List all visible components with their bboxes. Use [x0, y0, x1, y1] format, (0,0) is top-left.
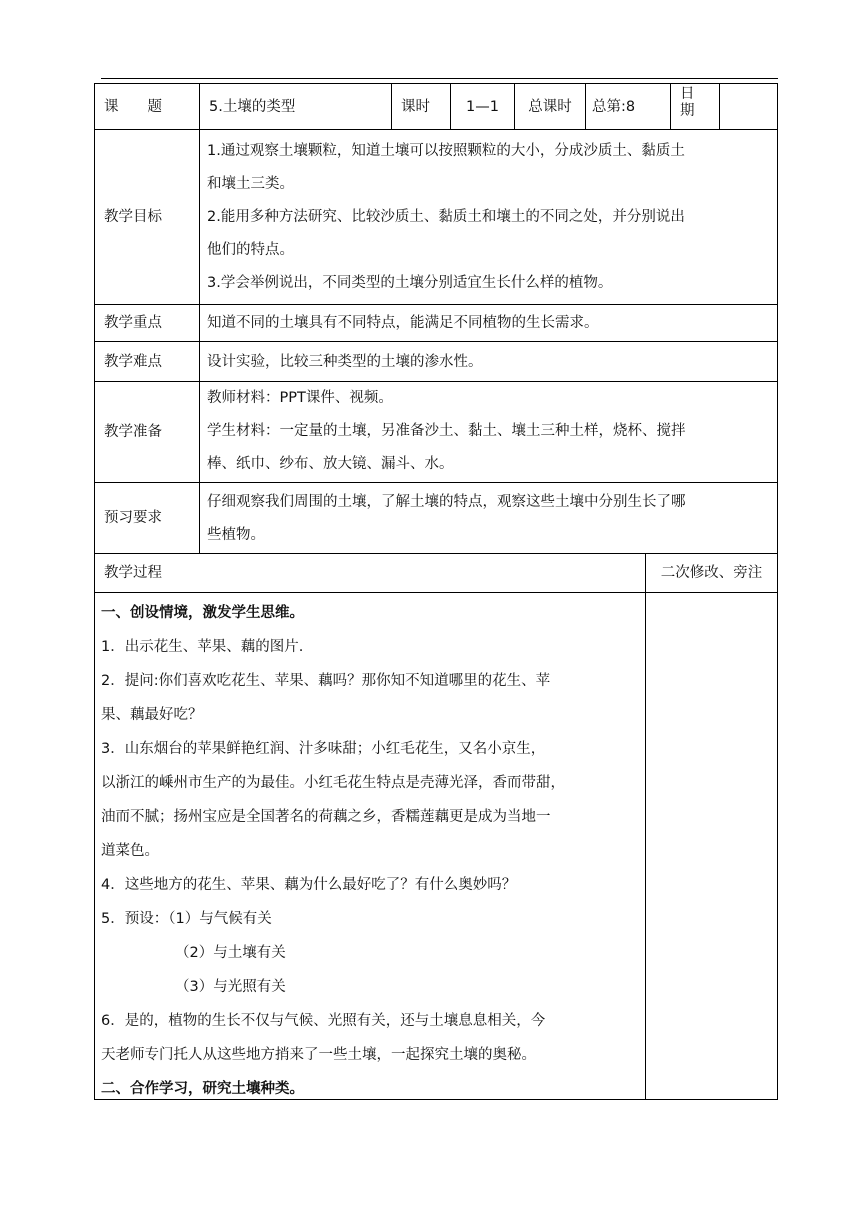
preparation-content — [199, 381, 778, 483]
process-line: 道菜色。 — [101, 843, 159, 859]
difficulty-label — [94, 341, 200, 382]
objective-line: 1.通过观察土壤颗粒，知道土壤可以按照颗粒的大小，分成沙质土、黏质土 — [207, 143, 685, 159]
process-line: 6．是的，植物的生长不仅与气候、光照有关，还与土壤息息相关，今 — [101, 1013, 546, 1029]
objectives-label — [94, 129, 200, 305]
keshi-value — [450, 83, 515, 130]
keshi-label-text: 课时 — [401, 98, 430, 115]
preview-line: 仔细观察我们周围的土壤，了解土壤的特点，观察这些土壤中分别生长了哪 — [207, 494, 686, 510]
process-line: 5．预设：（1）与气候有关 — [101, 911, 272, 927]
objective-line: 他们的特点。 — [207, 242, 294, 258]
process-content — [94, 592, 646, 1100]
preview-line: 些植物。 — [207, 527, 265, 543]
process-line: 天老师专门托人从这些地方捎来了一些土壤，一起探究土壤的奥秘。 — [101, 1047, 536, 1063]
key-point-content — [199, 304, 778, 342]
process-line: 3．山东烟台的苹果鲜艳红润、汁多味甜；小红毛花生，又名小京生， — [101, 741, 546, 757]
preparation-line: 教师材料：PPT课件、视频。 — [207, 390, 393, 406]
zongkeshi-label — [514, 83, 586, 130]
process-line: 果、藕最好吃？ — [101, 707, 203, 723]
preview-content — [199, 482, 778, 554]
process-label — [94, 553, 646, 593]
ke-ti-label-text: 课 题 — [104, 98, 162, 115]
preview-label — [94, 482, 200, 554]
preparation-line: 学生材料：一定量的土壤，另准备沙土、黏土、壤土三种土样，烧杯、搅拌 — [207, 423, 686, 439]
riqi-label-line1: 日 — [680, 86, 695, 102]
riqi-label-line2: 期 — [680, 103, 695, 119]
keshi-value-text: 1—1 — [466, 98, 499, 115]
key-point-label — [94, 304, 200, 342]
objective-line: 和壤土三类。 — [207, 176, 294, 192]
keshi-label — [391, 83, 451, 130]
objectives-content — [199, 129, 778, 305]
zongkeshi-label-text: 总课时 — [528, 98, 572, 115]
difficulty-label-text: 教学难点 — [104, 353, 162, 370]
process-line: 2．提问:你们喜欢吃花生、苹果、藕吗？那你知不知道哪里的花生、苹 — [101, 673, 551, 689]
process-line: 1．出示花生、苹果、藕的图片. — [101, 639, 304, 655]
lesson-title-text: 5.土壤的类型 — [209, 98, 296, 115]
process-label-text: 教学过程 — [104, 565, 162, 581]
objectives-label-text: 教学目标 — [104, 209, 162, 225]
notes-label — [645, 553, 778, 593]
difficulty-text: 设计实验，比较三种类型的土壤的渗水性。 — [207, 353, 483, 370]
zongdi-value — [585, 83, 671, 130]
ke-ti-label — [94, 83, 200, 130]
objective-line: 3.学会举例说出，不同类型的土壤分别适宜生长什么样的植物。 — [207, 275, 613, 291]
objective-line: 2.能用多种方法研究、比较沙质土、黏质土和壤土的不同之处，并分别说出 — [207, 209, 685, 225]
key-point-label-text: 教学重点 — [104, 315, 162, 331]
process-heading: 二、合作学习，研究土壤种类。 — [101, 1081, 304, 1097]
process-line: 油而不腻；扬州宝应是全国著名的荷藕之乡，香糯莲藕更是成为当地一 — [101, 809, 551, 825]
zongdi-value-text: 总第:8 — [592, 98, 636, 115]
preparation-line: 棒、纸巾、纱布、放大镜、漏斗、水。 — [207, 456, 454, 472]
process-heading: 一、创设情境，激发学生思维。 — [101, 605, 304, 621]
riqi-label — [670, 83, 720, 130]
lesson-title — [199, 83, 392, 130]
process-line: （3）与光照有关 — [175, 979, 286, 995]
notes-label-text: 二次修改、旁注 — [660, 565, 763, 581]
preparation-label — [94, 381, 200, 483]
preview-label-text: 预习要求 — [104, 510, 162, 526]
preparation-label-text: 教学准备 — [104, 424, 162, 440]
process-line: 以浙江的嵊州市生产的为最佳。小红毛花生特点是壳薄光泽，香而带甜， — [101, 775, 565, 791]
top-rule — [101, 78, 778, 79]
process-line: 4．这些地方的花生、苹果、藕为什么最好吃了？有什么奥妙吗？ — [101, 877, 517, 893]
difficulty-content — [199, 341, 778, 382]
key-point-text: 知道不同的土壤具有不同特点，能满足不同植物的生长需求。 — [207, 315, 599, 331]
riqi-value — [719, 83, 778, 130]
notes-content — [645, 592, 778, 1100]
process-line: （2）与土壤有关 — [175, 945, 286, 961]
